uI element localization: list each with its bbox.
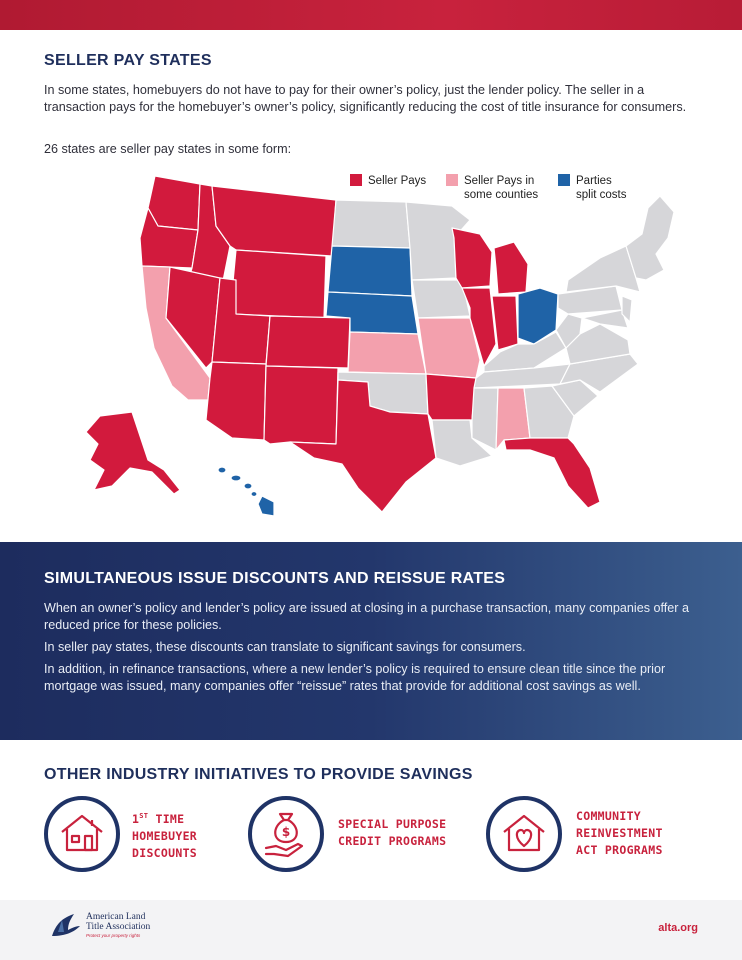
house-icon (48, 800, 116, 868)
state-new-mexico (264, 366, 338, 444)
simultaneous-issue-section (0, 542, 742, 740)
simultaneous-paragraph-3: In addition, in refinance transactions, where a new lender’s policy is required to ensure clean title since the prior mortgage was issued, many companies offer “reissue” rates that provide for additional cost savings as well. (44, 662, 666, 693)
state-florida (504, 438, 600, 508)
state-colorado (266, 316, 350, 368)
seller-pay-count: 26 states are seller pay states in some form: (44, 142, 292, 156)
alta-tagline: Protect your property rights (86, 933, 141, 938)
alta-logo-icon (48, 910, 82, 940)
top-banner (0, 0, 742, 30)
state-south-dakota (328, 246, 412, 296)
state-arizona (206, 362, 266, 440)
section-title-seller-pay: SELLER PAY STATES (44, 52, 212, 69)
initiative-homebuyer-label: 1ST TIME HOMEBUYER DISCOUNTS (132, 811, 198, 860)
state-new-england (626, 196, 674, 280)
money-bag-hand-icon (252, 800, 320, 868)
svg-text:$: $ (281, 825, 291, 839)
state-mississippi (472, 388, 498, 450)
simultaneous-paragraph-1: When an owner’s policy and lender’s policy are issued at closing in a purchase transaction, many companies offer a reduced price for these policies. (44, 601, 689, 632)
initiative-credit-label: SPECIAL PURPOSE CREDIT PROGRAMS (338, 817, 447, 848)
state-hawaii (218, 467, 274, 516)
alta-logo-text: American Land Title Association (86, 912, 151, 932)
initiative-community-circle (486, 796, 562, 872)
state-wisconsin (452, 228, 492, 288)
initiative-homebuyer-circle (44, 796, 120, 872)
heart-house-icon (490, 800, 558, 868)
state-montana (212, 186, 336, 256)
state-kansas (348, 332, 426, 374)
state-wyoming (230, 250, 326, 318)
initiative-credit-circle (248, 796, 324, 872)
state-alaska (86, 412, 180, 494)
state-arkansas (426, 374, 476, 420)
alta-url-link[interactable]: alta.org (658, 922, 698, 934)
section-title-simultaneous: SIMULTANEOUS ISSUE DISCOUNTS AND REISSUE RATES (44, 570, 506, 587)
us-map (60, 168, 700, 528)
section-title-initiatives: OTHER INDUSTRY INITIATIVES TO PROVIDE SAVINGS (44, 766, 473, 783)
state-north-dakota (332, 200, 410, 248)
seller-pay-paragraph: In some states, homebuyers do not have to pay for their owner’s policy, just the lender policy. The seller in a transaction pays for the homebuyer’s owner’s policy, significantly reducing the cost of title insurance for consumers. (44, 83, 687, 114)
state-michigan (494, 242, 528, 294)
state-missouri (418, 318, 480, 378)
initiative-community-label: COMMUNITY REINVESTMENT ACT PROGRAMS (576, 809, 663, 857)
simultaneous-paragraph-2: In seller pay states, these discounts can translate to significant savings for consumers. (44, 640, 526, 654)
